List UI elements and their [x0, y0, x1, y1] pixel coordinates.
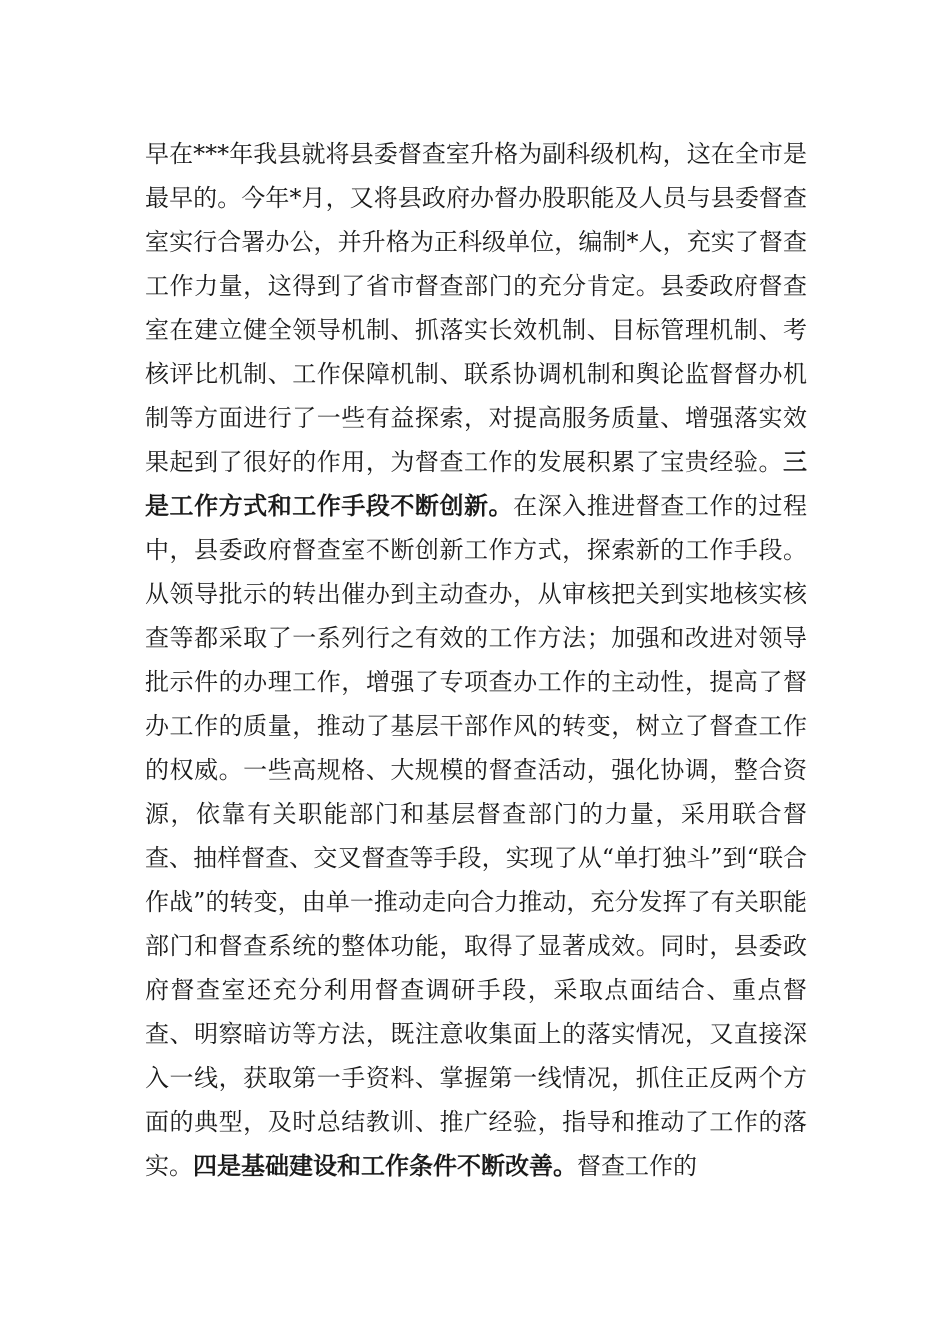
body-paragraph: [145, 132, 807, 1188]
paragraph-text-part-1: 早在***年我县就将县委督查室升格为副科级机构，这在全市是最早的。今年*月，又将县政府办督办股职能及人员与县委督查室实行合署办公，并升格为正科级单位，编制*人，充实了督查工作力量，这得到了省市督查部门的充分肯定。县委政府督查室在建立健全领导机制、抓落实长效机制、目标管理机制、考核评比机制、工作保障机制、联系协调机制和舆论监督督办机制等方面进行了一些有益探索，对提高服务质量、增强落实效果起到了很好的作用，为督查工作的发展积累了宝贵经验。: [145, 140, 807, 476]
point-four-heading: 四是基础建设和工作条件不断改善。: [193, 1151, 577, 1180]
paragraph-text-part-3: 督查工作的: [577, 1152, 697, 1180]
paragraph-text-part-2: 在深入推进督查工作的过程中，县委政府督查室不断创新工作方式，探索新的工作手段。从领导批示的转出催办到主动查办，从审核把关到实地核实核查等都采取了一系列行之有效的工作方法；加强和改进对领导批示件的办理工作，增强了专项查办工作的主动性，提高了督办工作的质量，推动了基层干部作风的转变，树立了督查工作的权威。一些高规格、大规模的督查活动，强化协调，整合资源，依靠有关职能部门和基层督查部门的力量，采用联合督查、抽样督查、交叉督查等手段，实现了从“单打独斗”到“联合作战”的转变，由单一推动走向合力推动，充分发挥了有关职能部门和督查系统的整体功能，取得了显著成效。同时，县委政府督查室还充分利用督查调研手段，采取点面结合、重点督查、明察暗访等方法，既注意收集面上的落实情况，又直接深入一线，获取第一手资料、掌握第一线情况，抓住正反两个方面的典型，及时总结教训、推广经验，指导和推动了工作的落实。: [145, 492, 808, 1180]
point-three-heading: 三是工作方式和工作手段不断创新。: [145, 447, 807, 520]
